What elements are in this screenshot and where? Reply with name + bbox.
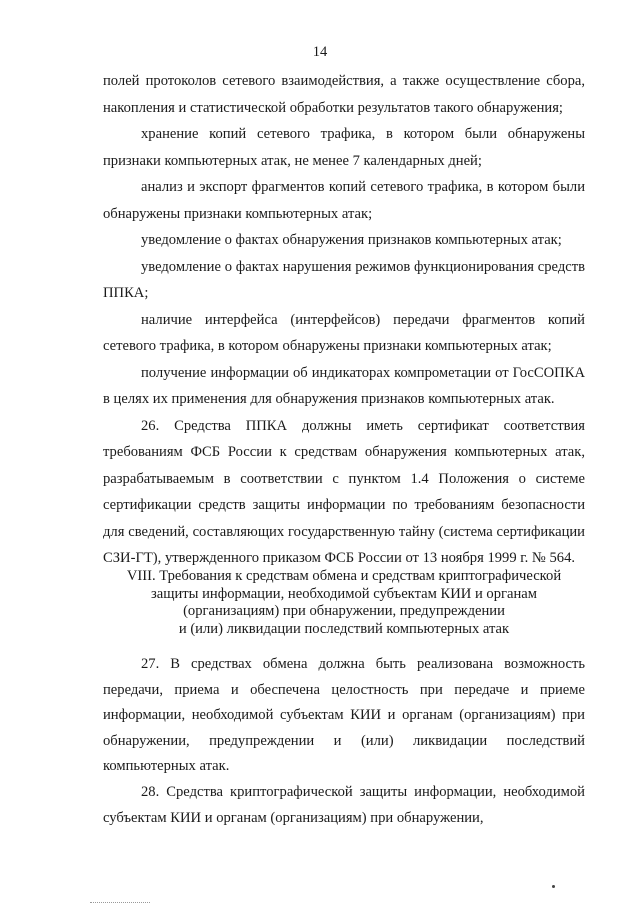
section-heading-line: защиты информации, необходимой субъектам КИИ и органам: [151, 585, 537, 602]
paragraph: анализ и экспорт фрагментов копий сетевого трафика, в котором были обнаружены признаки компьютерных атак;: [103, 179, 585, 222]
body-text-top: [103, 68, 585, 572]
paragraph-26: 26. Средства ППКА должны иметь сертификат соответствия требованиям ФСБ России к средствам обнаружения компьютерных атак, разрабатываемым в соответствии с пунктом 1.4 Положения о системе сертификации средств защиты информации по требованиям безопасности для сведений, составляющих государственную тайну (система сертификации СЗИ-ГТ), утвержденного приказом ФСБ России от 13 ноября 1999 г. № 564.: [103, 417, 585, 566]
paragraph: наличие интерфейса (интерфейсов) передачи фрагментов копий сетевого трафика, в котором обнаружены признаки компьютерных атак;: [103, 311, 585, 354]
paragraph: хранение копий сетевого трафика, в котором были обнаружены признаки компьютерных атак, не менее 7 календарных дней;: [103, 126, 585, 169]
paragraph: уведомление о фактах обнаружения признаков компьютерных атак;: [141, 232, 562, 248]
section-heading-line: VIII. Требования к средствам обмена и средствам криптографической: [126, 568, 562, 584]
scan-artifact-edge: [90, 902, 150, 904]
paragraph-28: 28. Средства криптографической защиты информации, необходимой субъектам КИИ и органам (организациям) при обнаружении,: [103, 783, 585, 826]
body-text-bottom: [103, 652, 585, 831]
paragraph: получение информации об индикаторах компрометации от ГосСОПКА в целях их применения для обнаружения признаков компьютерных атак.: [103, 364, 585, 407]
section-heading-line: (организациям) при обнаружении, предупреждении: [183, 603, 505, 619]
paragraph-27: 27. В средствах обмена должна быть реализована возможность передачи, приема и обеспечена целостность при передаче и приеме информации, необходимой субъектам КИИ и органам (организациям) при обнаружении, предупреждении и (или) ликвидации последствий компьютерных атак.: [103, 656, 585, 775]
scan-artifact-dot: [552, 885, 555, 888]
section-heading-line: и (или) ликвидации последствий компьютерных атак: [178, 620, 510, 637]
page-number: 14: [312, 44, 328, 60]
paragraph: уведомление о фактах нарушения режимов функционирования средств ППКА;: [103, 258, 585, 301]
paragraph: полей протоколов сетевого взаимодействия, а также осуществление сбора, накопления и статистической обработки результатов такого обнаружения;: [103, 73, 585, 116]
section-heading: [103, 568, 585, 638]
